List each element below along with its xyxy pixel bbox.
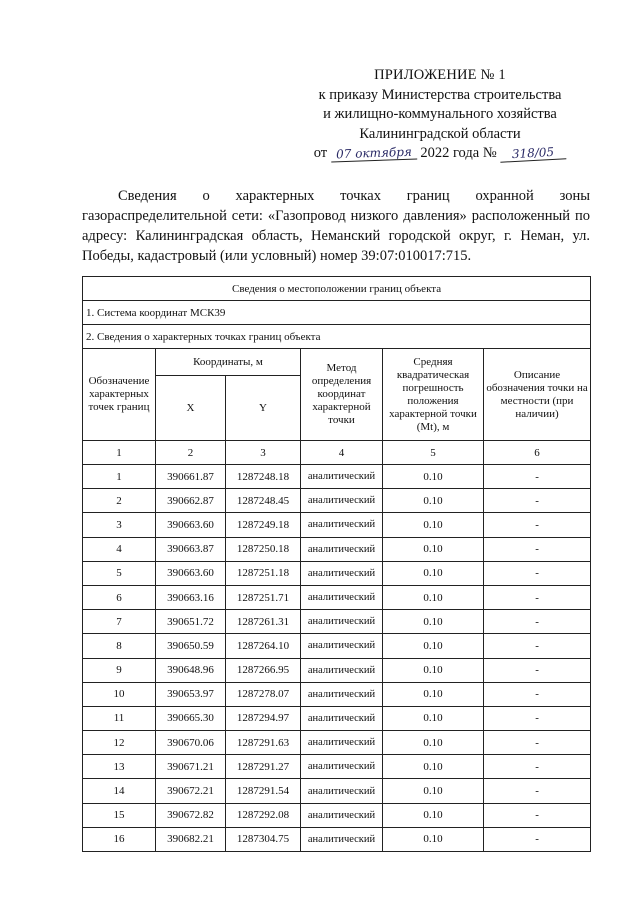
method-cell: аналитический [301,779,383,803]
method-cell: аналитический [301,827,383,851]
x-coordinate-cell: 390663.60 [156,513,226,537]
method-cell: аналитический [301,489,383,513]
error-cell: 0.10 [383,803,484,827]
table-row [83,610,591,634]
error-cell: 0.10 [383,585,484,609]
header-line-1: к приказу Министерства строительства [318,86,562,103]
x-coordinate-cell: 390663.60 [156,561,226,585]
point-number-cell: 8 [83,634,156,658]
method-cell: аналитический [301,682,383,706]
section-row: 2. Сведения о характерных точках границ объекта [83,325,591,349]
error-cell: 0.10 [383,634,484,658]
x-coordinate-cell: 390670.06 [156,731,226,755]
col-number: 2 [156,441,226,465]
point-number-cell: 10 [83,682,156,706]
x-coordinate-cell: 390662.87 [156,489,226,513]
coordinate-system-row: 1. Система координат МСК39 [83,301,591,325]
description-cell: - [484,779,591,803]
description-cell: - [484,465,591,489]
method-cell: аналитический [301,803,383,827]
order-date-line [290,144,590,164]
description-cell: - [484,827,591,851]
x-coordinate-cell: 390665.30 [156,706,226,730]
error-cell: 0.10 [383,658,484,682]
table-row [83,803,591,827]
table-row [83,755,591,779]
x-coordinate-cell: 390672.21 [156,779,226,803]
col-y-header: Y [226,376,301,441]
date-prefix: от [313,145,328,161]
x-coordinate-cell: 390682.21 [156,827,226,851]
point-number-cell: 5 [83,561,156,585]
col-number: 6 [484,441,591,465]
y-coordinate-cell: 1287291.27 [226,755,301,779]
description-cell: - [484,682,591,706]
point-number-cell: 7 [83,610,156,634]
table-row [83,585,591,609]
description-cell: - [484,513,591,537]
boundary-points-table [82,276,591,852]
table-row [83,561,591,585]
header-line-3: Калининградской области [359,125,521,142]
method-cell: аналитический [301,585,383,609]
x-coordinate-cell: 390648.96 [156,658,226,682]
y-coordinate-cell: 1287304.75 [226,827,301,851]
point-number-cell: 6 [83,585,156,609]
error-cell: 0.10 [383,465,484,489]
x-coordinate-cell: 390672.82 [156,803,226,827]
y-coordinate-cell: 1287291.63 [226,731,301,755]
error-cell: 0.10 [383,731,484,755]
method-cell: аналитический [301,755,383,779]
y-coordinate-cell: 1287261.31 [226,610,301,634]
table-row [83,658,591,682]
x-coordinate-cell: 390661.87 [156,465,226,489]
y-coordinate-cell: 1287264.10 [226,634,301,658]
description-cell: - [484,658,591,682]
y-coordinate-cell: 1287248.18 [226,465,301,489]
point-number-cell: 3 [83,513,156,537]
table-row [83,513,591,537]
description-cell: - [484,585,591,609]
table-row [83,634,591,658]
y-coordinate-cell: 1287294.97 [226,706,301,730]
y-coordinate-cell: 1287248.45 [226,489,301,513]
x-coordinate-cell: 390663.16 [156,585,226,609]
method-cell: аналитический [301,610,383,634]
y-coordinate-cell: 1287266.95 [226,658,301,682]
col-number: 1 [83,441,156,465]
error-cell: 0.10 [383,489,484,513]
method-cell: аналитический [301,634,383,658]
table-row [83,489,591,513]
method-cell: аналитический [301,537,383,561]
method-cell: аналитический [301,658,383,682]
description-cell: - [484,803,591,827]
point-number-cell: 14 [83,779,156,803]
error-cell: 0.10 [383,682,484,706]
table-row [83,731,591,755]
y-coordinate-cell: 1287250.18 [226,537,301,561]
method-cell: аналитический [301,465,383,489]
x-coordinate-cell: 390671.21 [156,755,226,779]
error-cell: 0.10 [383,537,484,561]
description-cell: - [484,561,591,585]
point-number-cell: 15 [83,803,156,827]
col-number: 3 [226,441,301,465]
col-error-header: Средняя квадратическая погрешность положения характерной точки (Mt), м [383,349,484,441]
y-coordinate-cell: 1287278.07 [226,682,301,706]
point-number-cell: 16 [83,827,156,851]
method-cell: аналитический [301,561,383,585]
table-row [83,537,591,561]
appendix-title: ПРИЛОЖЕНИЕ № 1 [374,67,506,83]
column-number-row [83,441,591,465]
point-number-cell: 1 [83,465,156,489]
error-cell: 0.10 [383,755,484,779]
error-cell: 0.10 [383,706,484,730]
table-row [83,827,591,851]
handwritten-date: 07 октября [330,145,416,163]
description-cell: - [484,634,591,658]
error-cell: 0.10 [383,827,484,851]
appendix-header [290,66,590,164]
col-number: 5 [383,441,484,465]
x-coordinate-cell: 390663.87 [156,537,226,561]
point-number-cell: 2 [83,489,156,513]
col-description-header: Описание обозначения точки на местности (при наличии) [484,349,591,441]
date-suffix: 2022 года № [420,145,497,161]
x-coordinate-cell: 390650.59 [156,634,226,658]
description-cell: - [484,537,591,561]
col-method-header: Метод определения координат характерной точки [301,349,383,441]
description-cell: - [484,755,591,779]
table-row [83,706,591,730]
table-row [83,779,591,803]
point-number-cell: 9 [83,658,156,682]
intro-paragraph: Сведения о характерных точках границ охранной зоны газораспределительной сети: «Газопровод низкого давления» расположенный по адресу: Калининградская область, Неманский городской округ, г. Неман, ул. Победы, кадастровый (или условный) номер 39:07:010017:715. [82,188,590,264]
method-cell: аналитический [301,731,383,755]
header-line-2: и жилищно-коммунального хозяйства [323,106,557,122]
x-coordinate-cell: 390653.97 [156,682,226,706]
description-cell: - [484,731,591,755]
description-cell: - [484,489,591,513]
point-number-cell: 4 [83,537,156,561]
point-number-cell: 11 [83,706,156,730]
table-row [83,465,591,489]
error-cell: 0.10 [383,561,484,585]
x-coordinate-cell: 390651.72 [156,610,226,634]
point-number-cell: 13 [83,755,156,779]
error-cell: 0.10 [383,610,484,634]
table-banner: Сведения о местоположении границ объекта [83,277,591,301]
y-coordinate-cell: 1287251.18 [226,561,301,585]
method-cell: аналитический [301,513,383,537]
y-coordinate-cell: 1287291.54 [226,779,301,803]
y-coordinate-cell: 1287292.08 [226,803,301,827]
error-cell: 0.10 [383,513,484,537]
description-cell: - [484,610,591,634]
col-x-header: X [156,376,226,441]
description-cell: - [484,706,591,730]
y-coordinate-cell: 1287251.71 [226,585,301,609]
method-cell: аналитический [301,706,383,730]
table-row [83,682,591,706]
y-coordinate-cell: 1287249.18 [226,513,301,537]
error-cell: 0.10 [383,779,484,803]
handwritten-number: 318/05 [500,144,567,162]
col-number: 4 [301,441,383,465]
col-designation-header: Обозначение характерных точек границ [83,349,156,441]
point-number-cell: 12 [83,731,156,755]
col-coordinates-header: Координаты, м [156,349,301,376]
